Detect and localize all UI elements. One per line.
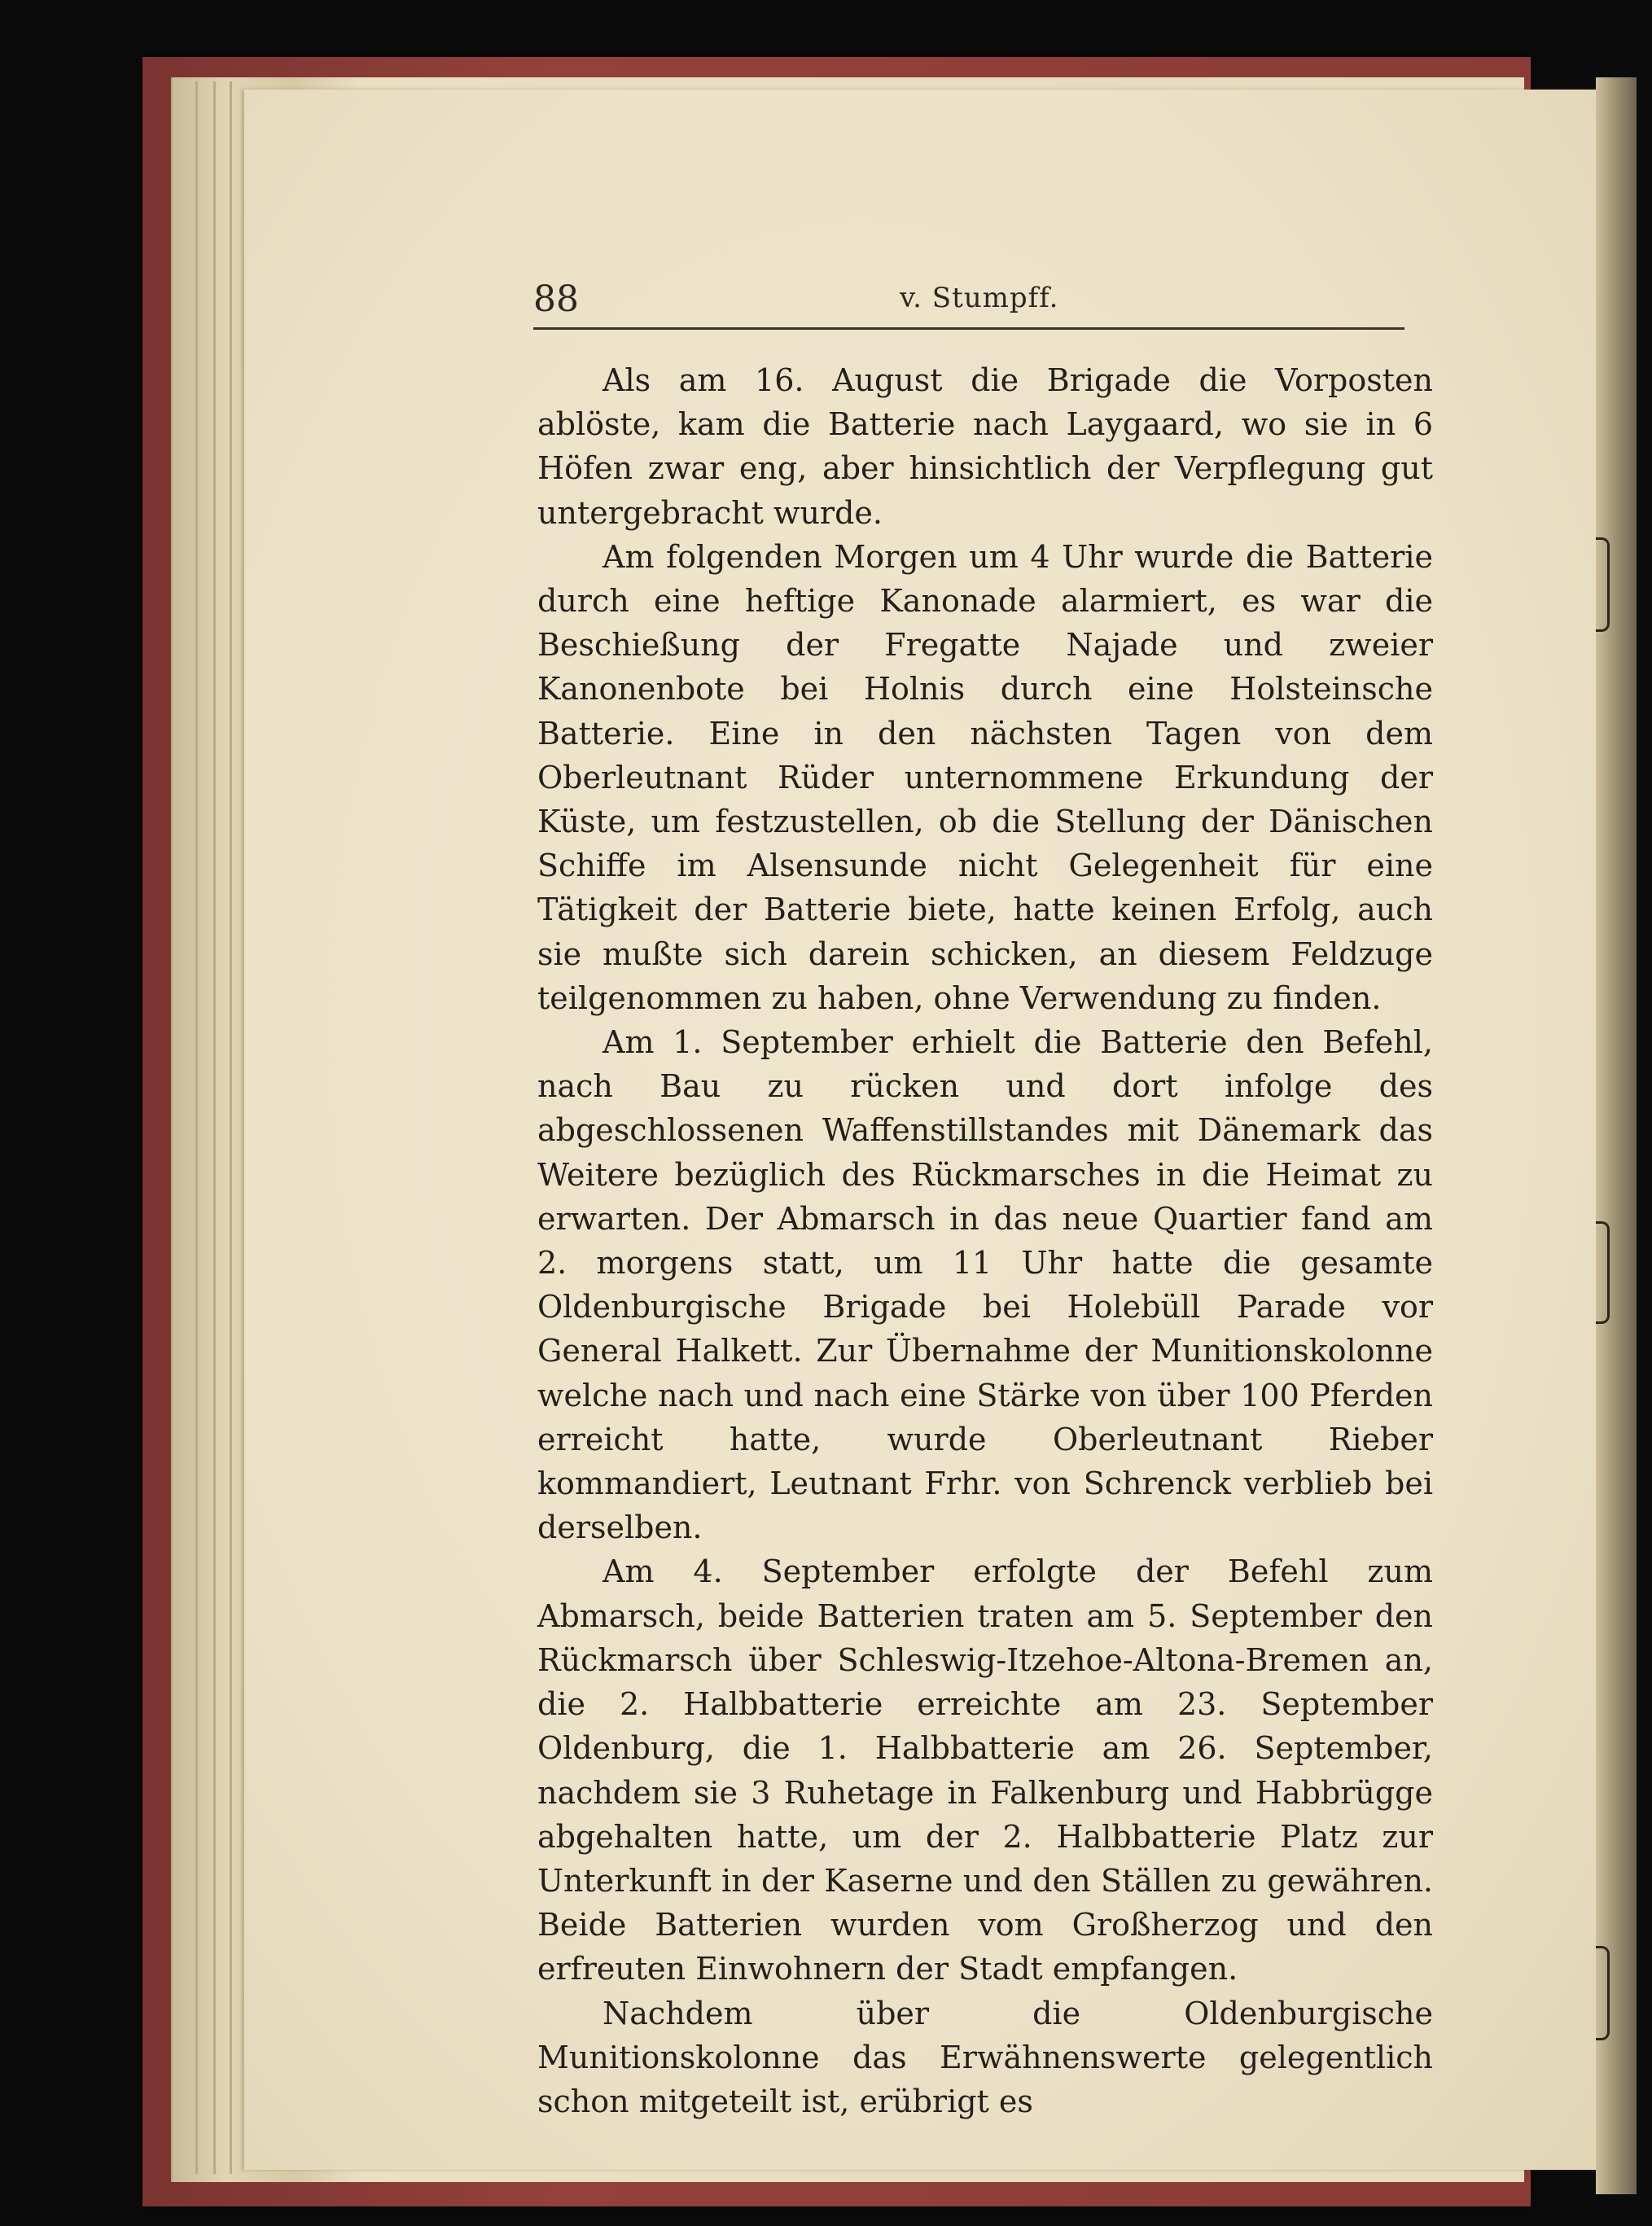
paragraph: Am 4. September erfolgte der Befehl zum Abmarsch, beide Batterien traten am 5. September den Rückmarsch über Schleswig-Itzehoe-Altona-Bremen an, die 2. Halbbatterie erreichte am 23. September Oldenburg, die 1. Halbbatterie am 26. September, nachdem sie 3 Ruhetage in Falkenburg und Habbrügge abgehalten hatte, um der 2. Halbbatterie Platz zur Unterkunft in der Kaserne und den Ställen zu gewähren. Beide Batterien wurden vom Großherzog und den erfreuten Einwohnern der Stadt empfangen. bbox=[537, 1553, 1433, 1987]
paragraph: Nachdem über die Oldenburgische Munitionskolonne das Erwähnenswerte gelegentlich schon mitgeteilt ist, erübrigt es bbox=[537, 1995, 1433, 2119]
paragraph: Am 1. September erhielt die Batterie den Befehl, nach Bau zu rücken und dort infolge des abgeschlossenen Waffenstillstandes mit Dänemark das Weitere bezüglich des Rückmarsches in die Heimat zu erwarten. Der Abmarsch in das neue Quartier fand am 2. morgens statt, um 11 Uhr hatte die gesamte Oldenburgische Brigade bei Holebüll Parade vor General Halkett. Zur Übernahme der Munitionskolonne welche nach und nach eine Stärke von über 100 Pferden erreicht hatte, wurde Oberleutnant Rieber kommandiert, Leutnant Frhr. von Schrenck verblieb bei derselben. bbox=[537, 1024, 1433, 1546]
binding-stitch bbox=[1596, 1946, 1610, 2040]
page-number: 88 bbox=[533, 278, 579, 320]
paragraph: Als am 16. August die Brigade die Vorposten ablöste, kam die Batterie nach Laygaard, wo sie in 6 Höfen zwar eng, aber hinsichtlich der Verpflegung gut untergebracht wurde. bbox=[537, 362, 1433, 531]
page-edge bbox=[213, 81, 216, 2174]
page-edge bbox=[195, 81, 198, 2174]
binding-stitch bbox=[1596, 537, 1610, 632]
binding-stitch bbox=[1596, 1221, 1610, 1324]
page-header bbox=[533, 277, 1404, 330]
book-gutter bbox=[1596, 77, 1637, 2194]
page-edge bbox=[230, 81, 232, 2174]
paragraph: Am folgenden Morgen um 4 Uhr wurde die Batterie durch eine heftige Kanonade alarmiert, es war die Beschießung der Fregatte Najade und zweier Kanonenbote bei Holnis durch eine Holsteinsche Batterie. Eine in den nächsten Tagen von dem Oberleutnant Rüder unternommene Erkundung der Küste, um festzustellen, ob die Stellung der Dänischen Schiffe im Alsensunde nicht Gelegenheit für eine Tätigkeit der Batterie biete, hatte keinen Erfolg, auch sie mußte sich darein schicken, an diesem Feldzuge teilgenommen zu haben, ohne Verwendung zu finden. bbox=[537, 538, 1433, 1016]
running-head: v. Stumpff. bbox=[900, 282, 1059, 314]
body-text bbox=[537, 358, 1433, 2123]
